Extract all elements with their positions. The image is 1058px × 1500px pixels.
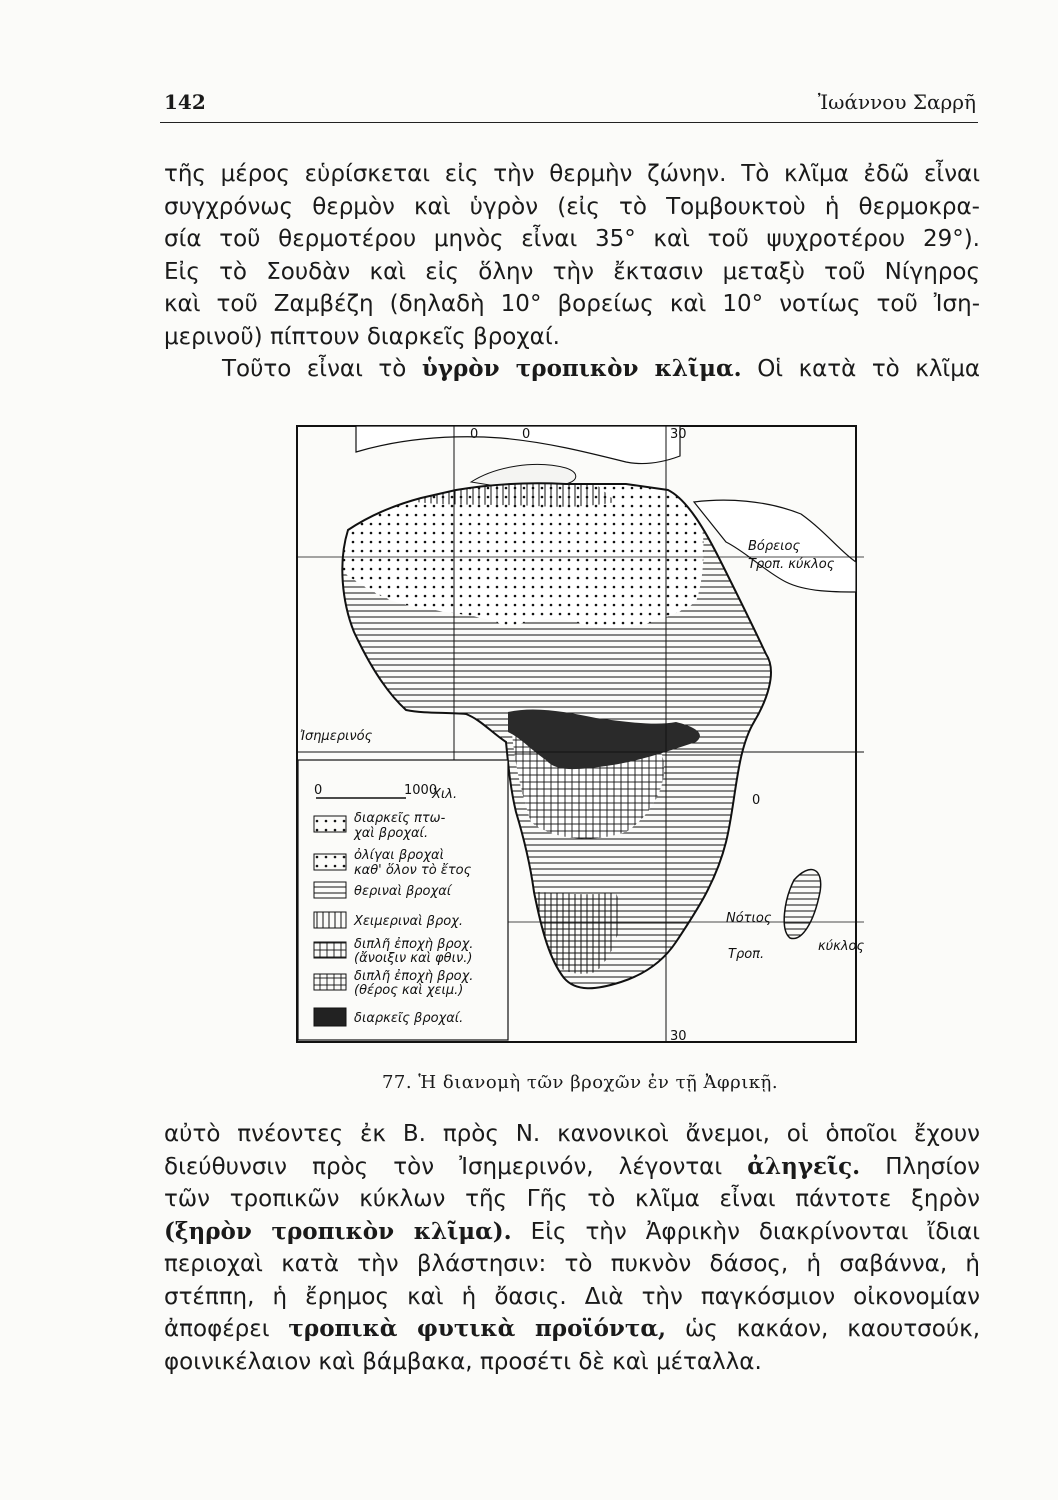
scale-start: 0 (314, 783, 323, 798)
legend-swatch-double-summer (314, 974, 346, 990)
text-line: σία τοῦ θερμοτέρου μηνὸς εἶναι 35° καὶ τοῦ ψυχροτέρου 29°). (164, 226, 980, 252)
zone-winter-rains-north (416, 484, 616, 507)
map-legend (298, 760, 508, 1040)
figure-caption: 77. Ἡ διανομὴ τῶν βροχῶν ἐν τῇ Ἀφρικῇ. (381, 1072, 779, 1093)
bold-term: ἀληγεῖς. (747, 1152, 861, 1180)
text-run: Πλησίον (885, 1153, 981, 1180)
label-zero-east: 0 (752, 793, 761, 808)
text-line: τῆς μέρος εὑρίσκεται εἰς τὴν θερμὴν ζώνην. Τὸ κλῖμα ἐδῶ εἶναι (164, 161, 980, 187)
europe-landmass (356, 426, 680, 464)
madagascar (784, 870, 820, 939)
text-line: τῶν τροπικῶν κύκλων τῆς Γῆς τὸ κλῖμα εἶναι πάντοτε ξηρὸν (164, 1186, 980, 1212)
legend-swatch-sparse (314, 816, 346, 832)
running-head: Ἰωάννου Σαρρῆ (817, 90, 976, 114)
label-tropic-north-1: Βόρειος (748, 539, 801, 554)
text-line: φοινικέλαιον καὶ βάμβακα, προσέτι δὲ καὶ μέταλλα. (164, 1348, 762, 1375)
scale-unit: Χιλ. (432, 787, 458, 802)
legend-swatch-constant (314, 1008, 346, 1026)
legend-swatch-winter (314, 912, 346, 928)
label-tropic-south-1: Νότιος (726, 911, 772, 926)
text-line (164, 353, 980, 386)
text-run: Τοῦτο εἶναι τὸ (222, 356, 407, 382)
text-line: περιοχαὶ κατὰ τὴν βλάστησιν: τὸ πυκνὸν δάσος, ἡ σαβάννα, ἡ (164, 1251, 980, 1277)
scale-end: 1000 (404, 783, 438, 798)
text-line (164, 1151, 980, 1184)
label-meridian-30-top: 30 (670, 427, 687, 442)
text-line: Εἰς τὸ Σουδὰν καὶ εἰς ὅλην τὴν ἔκτασιν μεταξὺ τοῦ Νίγηρος (164, 258, 980, 285)
text-run: Εἰς τὴν Ἀφρικὴν διακρίνονται ἴδιαι (530, 1218, 980, 1245)
legend-5-line2: (ἄνοιξιν καὶ φθιν.) (354, 951, 473, 966)
africa-rainfall-map (296, 422, 864, 1046)
legend-2-line1: ὀλίγαι βροχαὶ (354, 848, 445, 863)
legend-box (298, 760, 508, 1040)
text-line: καὶ τοῦ Ζαμβέζη (δηλαδὴ 10° βορείως καὶ 10° νοτίως τοῦ Ἰση- (164, 291, 980, 317)
text-run: ἀποφέρει (164, 1316, 270, 1342)
text-line: στέππη, ἡ ἔρημος καὶ ἡ ὄασις. Διὰ τὴν παγκόσμιον οἰκονομίαν (164, 1283, 980, 1310)
legend-7-line1: διαρκεῖς βροχαί. (354, 1011, 464, 1026)
legend-2-line2: καθ' ὅλον τὸ ἔτος (354, 863, 472, 878)
legend-swatch-double-spring (314, 942, 346, 958)
legend-6-line1: διπλῆ ἐποχὴ βροχ. (354, 969, 474, 984)
text-line: μερινοῦ) πίπτουν διαρκεῖς βροχαί. (164, 323, 560, 350)
text-line (164, 1216, 980, 1249)
legend-3-line1: θεριναὶ βροχαί (354, 884, 452, 899)
legend-1-line2: χαὶ βροχαί. (354, 826, 429, 841)
page-header (160, 88, 978, 123)
page-number: 142 (164, 90, 206, 114)
label-tropic-south-3: κύκλος (818, 939, 864, 954)
bold-term: τροπικὰ φυτικὰ προϊόντα, (288, 1315, 667, 1342)
label-lat-zero: 0 (470, 427, 479, 442)
legend-5-line1: διπλῆ ἐποχὴ βροχ. (354, 937, 474, 952)
map-svg (296, 422, 864, 1046)
label-tropic-south-2: Τροπ. (728, 947, 765, 962)
legend-swatch-dotted (314, 854, 346, 870)
paragraph-bottom (164, 1118, 980, 1378)
paragraph-top (164, 158, 980, 386)
text-run: Οἱ κατὰ τὸ κλῖμα (757, 356, 981, 382)
legend-swatch-summer (314, 882, 346, 898)
text-line (164, 1313, 980, 1346)
text-run: ὡς κακάον, καουτσούκ, (684, 1316, 981, 1342)
legend-1-line1: διαρκεῖς πτω- (354, 811, 446, 826)
legend-4-line1: Χειμεριναὶ βροχ. (354, 914, 463, 929)
label-meridian-30-bottom: 30 (670, 1029, 687, 1044)
bold-term: ὑγρὸν τροπικὸν κλῖμα. (421, 355, 742, 382)
legend-6-line2: (θέρος καὶ χειμ.) (354, 983, 464, 998)
text-run: διεύθυνσιν πρὸς τὸν Ἰσημερινόν, λέγονται (164, 1153, 723, 1180)
label-equator: Ἰσημερινός (300, 729, 373, 744)
text-line: αὐτὸ πνέοντες ἐκ Β. πρὸς Ν. κανονικοὶ ἄνεμοι, οἱ ὁποῖοι ἔχουν (164, 1121, 980, 1147)
text-line: συγχρόνως θερμὸν καὶ ὑγρὸν (εἰς τὸ Τομβουκτοὺ ἡ θερμοκρα- (164, 193, 980, 220)
label-tropic-north-2: Τροπ. κύκλος (748, 557, 835, 572)
label-meridian-0-top: 0 (522, 427, 531, 442)
bold-term: (ξηρὸν τροπικὸν κλῖμα). (164, 1217, 512, 1245)
